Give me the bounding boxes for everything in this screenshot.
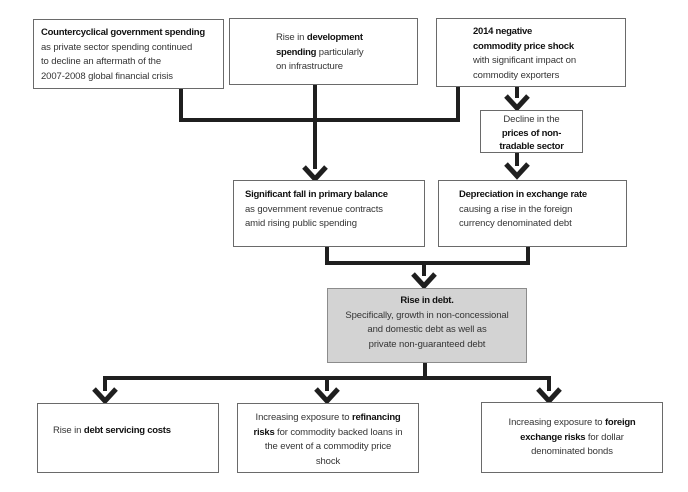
- box-refinancing-risks: Increasing exposure to refinancing risks for commodity backed loans in the event of a commodity price shock: [237, 403, 419, 473]
- box-nontradable-prices-decline: Decline in the prices of non- tradable sector: [480, 110, 583, 153]
- box-rise-in-debt: Rise in debt. Specifically, growth in non-concessional and domestic debt as well as private non-guaranteed debt: [327, 288, 527, 363]
- box-primary-balance-fall: Significant fall in primary balance as government revenue contracts amid rising public spending: [233, 180, 425, 247]
- box-countercyclical-spending: Countercyclical government spending as private sector spending continued to decline an aftermath of the 2007-2008 global financial crisis: [33, 19, 224, 89]
- box-commodity-price-shock: 2014 negative commodity price shock with significant impact on commodity exporters: [436, 18, 626, 87]
- box-exchange-rate-depreciation: Depreciation in exchange rate causing a rise in the foreign currency denominated debt: [438, 180, 627, 247]
- box-development-spending: Rise in development spending particularly on infrastructure: [229, 18, 418, 85]
- box-debt-servicing-costs: Rise in debt servicing costs: [37, 403, 219, 473]
- box-foreign-exchange-risks: Increasing exposure to foreign exchange risks for dollar denominated bonds: [481, 402, 663, 473]
